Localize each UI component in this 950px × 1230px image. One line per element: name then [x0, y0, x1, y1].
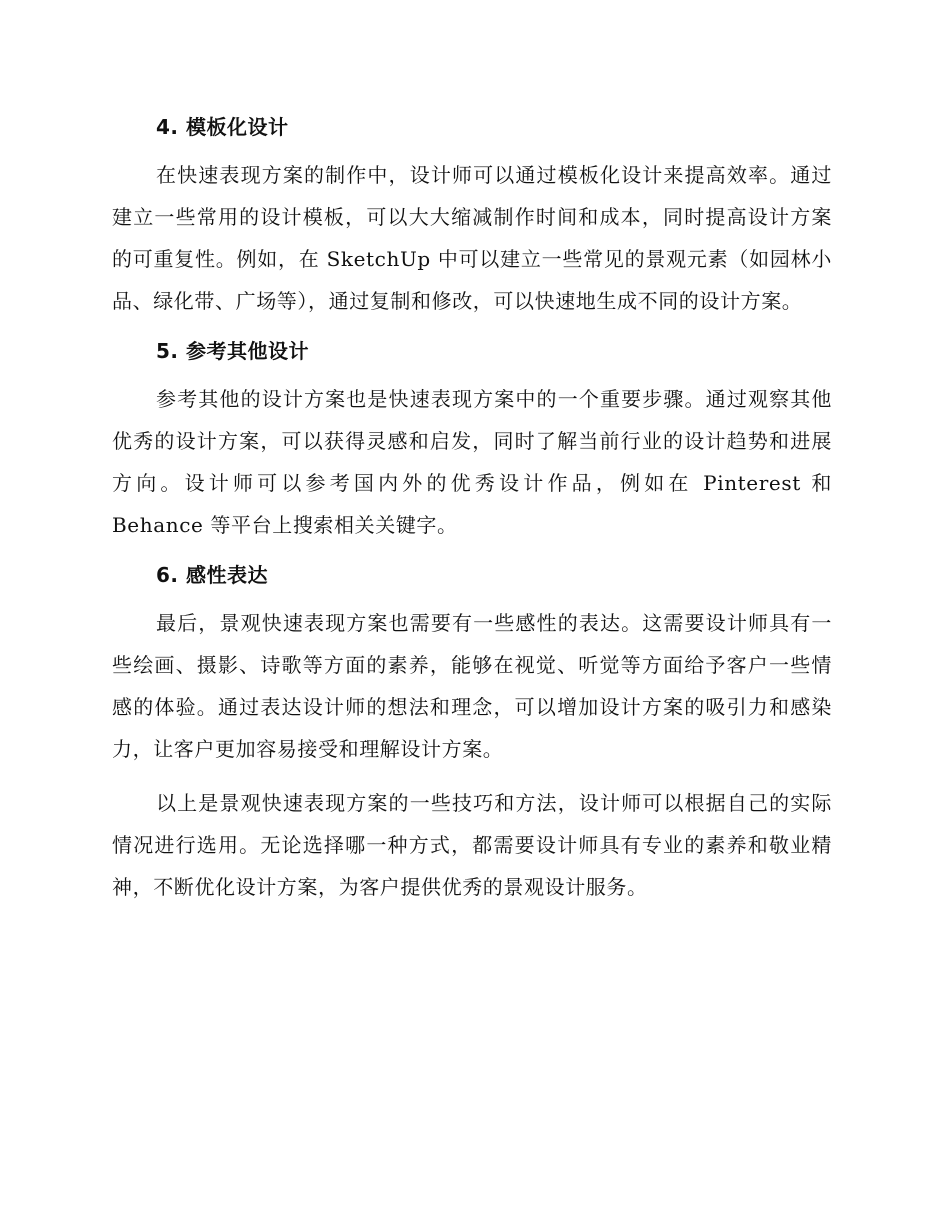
document-page [112, 110, 832, 908]
section-body-reference-design: 参考其他的设计方案也是快速表现方案中的一个重要步骤。通过观察其他优秀的设计方案，可以获得灵感和启发，同时了解当前行业的设计趋势和进展方向。设计师可以参考国内外的优秀设计作品，例如在 Pinterest 和 Behance 等平台上搜索相关关键字。 [112, 387, 832, 537]
section-heading-template-design: 4. 模板化设计 [156, 115, 289, 139]
section-heading-emotional-expression: 6. 感性表达 [156, 563, 268, 587]
section-body-template-design: 在快速表现方案的制作中，设计师可以通过模板化设计来提高效率。通过建立一些常用的设计模板，可以大大缩减制作时间和成本，同时提高设计方案的可重复性。例如，在 SketchUp 中可以建立一些常见的景观元素（如园林小品、绿化带、广场等），通过复制和修改，可以快速地生成不同的设计方案。 [112, 163, 832, 313]
conclusion-paragraph: 以上是景观快速表现方案的一些技巧和方法，设计师可以根据自己的实际情况进行选用。无论选择哪一种方式，都需要设计师具有专业的素养和敬业精神，不断优化设计方案，为客户提供优秀的景观设计服务。 [112, 791, 832, 899]
section-heading-reference-design: 5. 参考其他设计 [156, 339, 309, 363]
section-body-emotional-expression: 最后，景观快速表现方案也需要有一些感性的表达。这需要设计师具有一些绘画、摄影、诗歌等方面的素养，能够在视觉、听觉等方面给予客户一些情感的体验。通过表达设计师的想法和理念，可以增加设计方案的吸引力和感染力，让客户更加容易接受和理解设计方案。 [112, 611, 832, 761]
